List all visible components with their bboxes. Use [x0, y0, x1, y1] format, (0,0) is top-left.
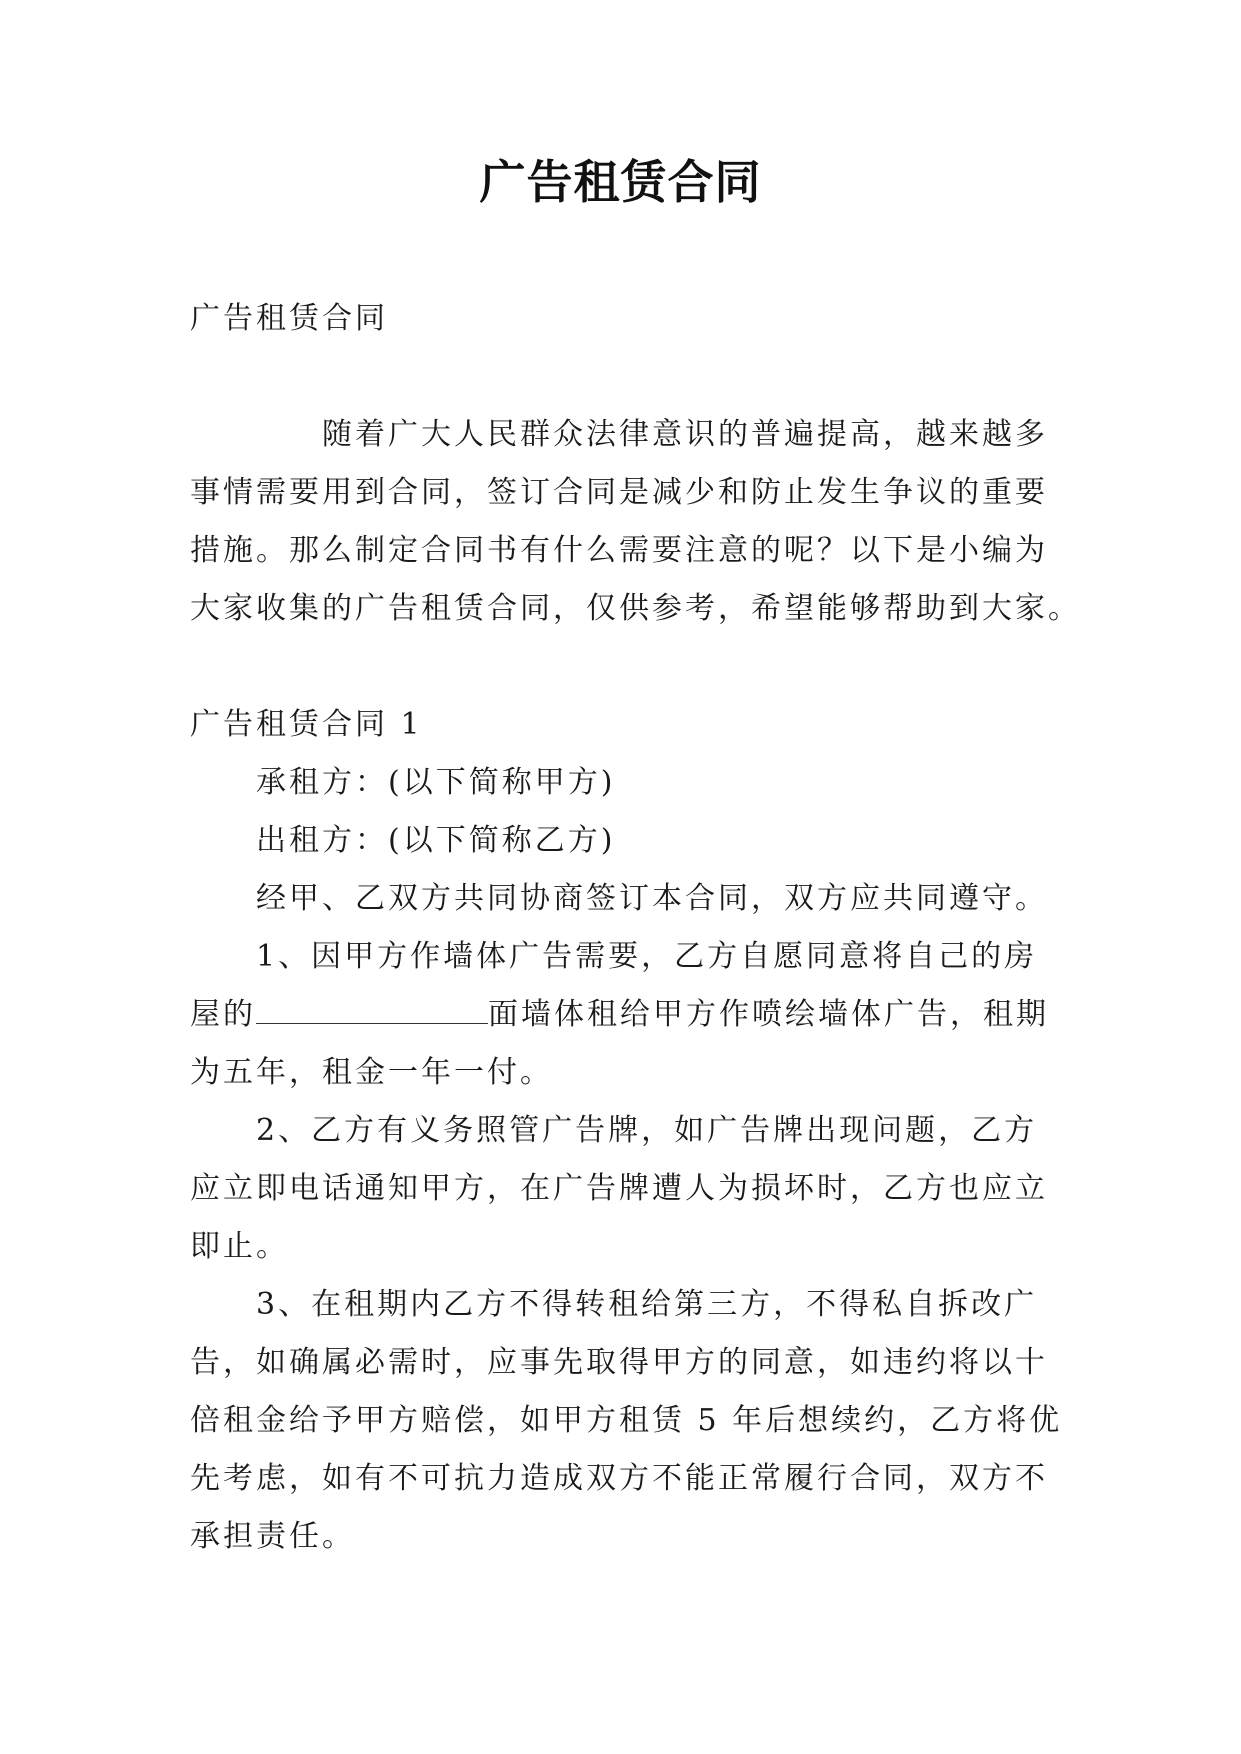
document-body [190, 290, 1081, 1566]
intro-line: 事情需要用到合同，签订合同是减少和防止发生争议的重要 [190, 475, 1048, 510]
spacer [190, 638, 1055, 696]
document-subtitle: 广告租赁合同 [190, 301, 388, 336]
clause-1-line: 1、因甲方作墙体广告需要，乙方自愿同意将自己的房 [190, 939, 1038, 974]
lessee-line: 承租方：(以下简称甲方) [190, 765, 616, 800]
spacer [190, 348, 1055, 406]
clause-1-text: 面墙体租给甲方作喷绘墙体广告，租期 [488, 997, 1049, 1032]
clause-3-line: 承担责任。 [190, 1519, 355, 1554]
clause-2-line: 2、乙方有义务照管广告牌，如广告牌出现问题，乙方 [190, 1113, 1038, 1148]
fill-in-blank [256, 989, 488, 1024]
intro-line: 措施。那么制定合同书有什么需要注意的呢？以下是小编为 [190, 533, 1048, 568]
contract-heading: 广告租赁合同 1 [190, 707, 423, 742]
clause-2-line: 即止。 [190, 1229, 289, 1264]
clause-3-line: 3、在租期内乙方不得转租给第三方，不得私自拆改广 [190, 1287, 1038, 1322]
clause-1-line [190, 986, 1055, 1044]
agreement-line: 经甲、乙双方共同协商签订本合同，双方应共同遵守。 [190, 881, 1048, 916]
clause-1-text: 屋的 [190, 997, 256, 1032]
clause-3-line: 先考虑，如有不可抗力造成双方不能正常履行合同，双方不 [190, 1461, 1048, 1496]
clause-2-line: 应立即电话通知甲方，在广告牌遭人为损坏时，乙方也应立 [190, 1171, 1048, 1206]
clause-1-line: 为五年，租金一年一付。 [190, 1055, 553, 1090]
document-title: 广告租赁合同 [479, 155, 762, 209]
intro-line: 大家收集的广告租赁合同，仅供参考，希望能够帮助到大家。 [190, 591, 1081, 626]
intro-line: 随着广大人民群众法律意识的普遍提高，越来越多 [190, 417, 1048, 452]
clause-3-line: 倍租金给予甲方赔偿，如甲方租赁 5 年后想续约，乙方将优 [190, 1403, 1063, 1438]
lessor-line: 出租方：(以下简称乙方) [190, 823, 616, 858]
clause-3-line: 告，如确属必需时，应事先取得甲方的同意，如违约将以十 [190, 1345, 1048, 1380]
